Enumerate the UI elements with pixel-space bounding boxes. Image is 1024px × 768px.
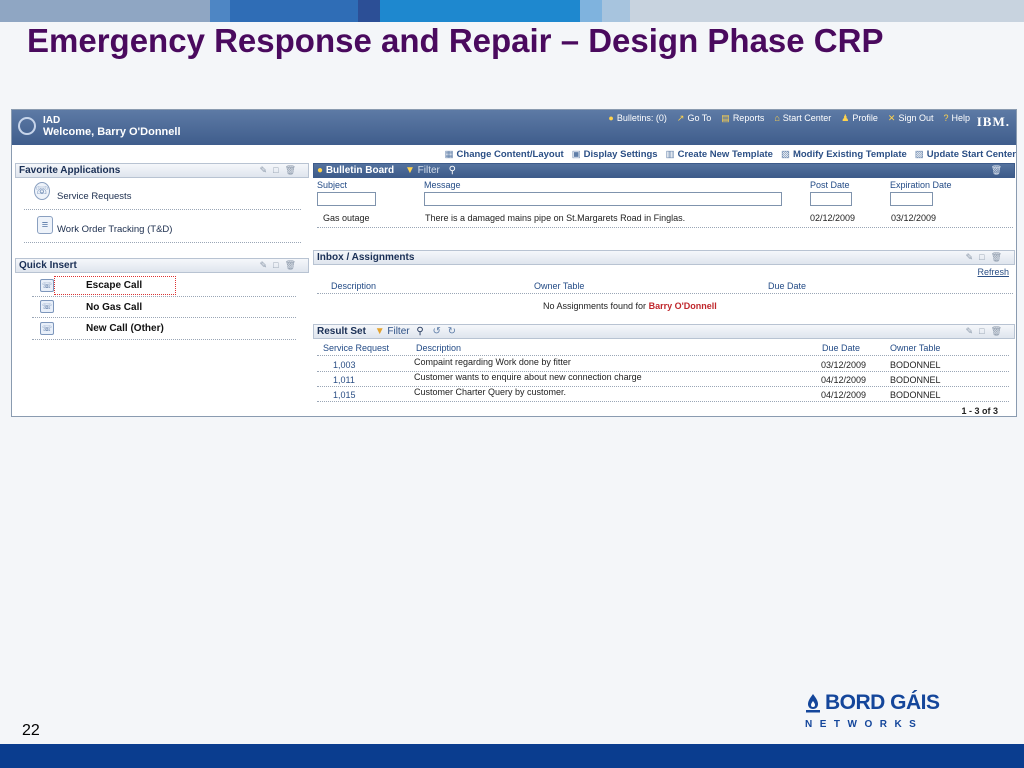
flame-icon [805, 693, 821, 713]
favorites-title: Favorite Applications [19, 165, 121, 176]
divider [32, 296, 296, 297]
result-filter-link[interactable]: Filter [387, 326, 410, 337]
call-icon: ☏ [41, 324, 52, 333]
bulletin-expiration-date: 03/12/2009 [891, 213, 937, 223]
page-number: 22 [22, 722, 40, 739]
divider [317, 401, 1009, 402]
layout-icon: ▦ [444, 148, 454, 160]
bulletin-icon: ● [317, 165, 324, 176]
work-order-icon: ≡ [37, 216, 53, 234]
logo-line2: NETWORKS [805, 719, 924, 730]
quick-insert-no-gas-call[interactable]: No Gas Call [86, 302, 143, 313]
help-icon: ? [943, 113, 949, 123]
app-logo-icon [18, 117, 36, 135]
fav-service-requests[interactable]: Service Requests [57, 191, 132, 202]
divider [24, 209, 301, 210]
slide-top-bar [0, 0, 1024, 22]
col-rs-owner-table[interactable]: Owner Table [890, 343, 941, 353]
signout-icon: ✕ [887, 113, 896, 123]
filter-expiration-input[interactable] [890, 192, 933, 206]
bord-gais-logo [803, 691, 953, 735]
portlet-tools-icon[interactable]: ✎□🗑 [965, 326, 1008, 336]
result-owner: BODONNEL [890, 375, 941, 385]
divider [32, 339, 296, 340]
display-icon: ▣ [571, 148, 581, 160]
portlet-tools-icon[interactable]: ✎□🗑 [259, 260, 302, 270]
empty-text: No Assignments found for [543, 301, 647, 311]
col-service-request[interactable]: Service Request [323, 343, 390, 353]
pagination-status: 1 - 3 of 3 [961, 406, 998, 416]
service-requests-icon: ☏ [34, 182, 50, 200]
divider [317, 293, 1013, 294]
header-link-reports[interactable]: ▤ Reports [721, 113, 765, 123]
result-sr-link[interactable]: 1,011 [333, 375, 355, 385]
logo-line1: BORD GÁIS [825, 691, 940, 714]
binoculars-icon[interactable]: ⚲ [416, 326, 424, 337]
bulletin-subject[interactable]: Gas outage [323, 213, 370, 223]
col-inbox-owner-table[interactable]: Owner Table [534, 281, 585, 291]
change-layout-button[interactable]: ▦ Change Content/Layout [444, 148, 564, 160]
quick-insert-header [15, 258, 309, 273]
header-link-bulletins[interactable]: ● Bulletins: (0) [608, 113, 667, 123]
refresh-icon[interactable]: ↻ [447, 326, 457, 337]
bulletin-icon: ● [608, 113, 614, 123]
divider [24, 242, 301, 243]
slide-bottom-bar [0, 744, 1024, 768]
result-set-title: Result Set [317, 326, 366, 337]
empty-user-name: Barry O'Donnell [648, 301, 717, 311]
header-links [608, 113, 970, 124]
filter-icon[interactable]: ▼ [374, 326, 385, 337]
no-assignments-message [543, 301, 717, 311]
app-name: IAD [43, 115, 61, 126]
header-link-start-center[interactable]: ⌂ Start Center [774, 113, 832, 123]
welcome-text: Welcome, Barry O'Donnell [43, 126, 181, 138]
trash-icon[interactable]: 🗑 [990, 165, 1008, 175]
header-link-goto[interactable]: ↗ Go To [676, 113, 712, 123]
update-start-center-button[interactable]: ▨ Update Start Center [914, 148, 1016, 160]
divider [32, 317, 296, 318]
modify-icon: ▧ [780, 148, 790, 160]
slide-title: Emergency Response and Repair – Design Phase CRP [27, 22, 884, 59]
home-icon: ⌂ [774, 113, 780, 123]
portlet-tools-icon[interactable]: ✎□🗑 [965, 252, 1008, 262]
inbox-header [313, 250, 1015, 265]
filter-message-input[interactable] [424, 192, 782, 206]
col-rs-description[interactable]: Description [416, 343, 462, 353]
ibm-logo: IBM. [976, 114, 1010, 129]
goto-icon: ↗ [676, 113, 685, 123]
result-description: Customer Charter Query by customer. [414, 387, 567, 397]
result-owner: BODONNEL [890, 360, 941, 370]
result-sr-link[interactable]: 1,003 [333, 360, 356, 370]
col-subject[interactable]: Subject [317, 180, 348, 190]
start-center-toolbar [12, 146, 1017, 162]
filter-icon[interactable]: ▼ [404, 165, 415, 176]
update-icon: ▨ [914, 148, 924, 160]
call-icon: ☏ [41, 281, 52, 290]
profile-icon: ♟ [841, 113, 850, 123]
quick-insert-new-call-other[interactable]: New Call (Other) [86, 323, 164, 334]
result-due-date: 04/12/2009 [821, 375, 867, 385]
portlet-tools-icon[interactable]: ✎□🗑 [259, 165, 302, 175]
result-description: Customer wants to enquire about new connection charge [414, 372, 642, 382]
filter-post-date-input[interactable] [810, 192, 852, 206]
col-expiration-date[interactable]: Expiration Date [890, 180, 952, 190]
quick-insert-escape-call[interactable]: Escape Call [86, 280, 143, 291]
result-owner: BODONNEL [890, 390, 941, 400]
divider [317, 355, 1009, 356]
result-description: Compaint regarding Work done by fitter [414, 357, 571, 367]
result-due-date: 04/12/2009 [821, 390, 867, 400]
app-window [11, 109, 1017, 417]
bulletin-board-header [313, 163, 1015, 178]
modify-template-button[interactable]: ▧ Modify Existing Template [780, 148, 907, 160]
template-icon: ▥ [665, 148, 675, 160]
result-set-header [313, 324, 1015, 339]
header-link-help[interactable]: ? Help [943, 113, 970, 123]
col-message[interactable]: Message [424, 180, 461, 190]
col-inbox-description[interactable]: Description [331, 281, 377, 291]
bulletin-post-date: 02/12/2009 [810, 213, 856, 223]
quick-insert-title: Quick Insert [19, 260, 77, 271]
refresh-link[interactable]: Refresh [977, 267, 1009, 277]
header-link-profile[interactable]: ♟ Profile [841, 113, 878, 123]
inbox-title: Inbox / Assignments [317, 252, 415, 263]
filter-link[interactable]: Filter [417, 165, 440, 176]
bulletin-message[interactable]: There is a damaged mains pipe on St.Margarets Road in Finglas. [425, 213, 686, 223]
clear-icon[interactable]: ↺ [432, 326, 441, 337]
header-link-sign-out[interactable]: ✕ Sign Out [887, 113, 934, 123]
reports-icon: ▤ [721, 113, 730, 123]
fav-work-order-tracking[interactable]: Work Order Tracking (T&D) [57, 224, 173, 235]
col-inbox-due-date[interactable]: Due Date [768, 281, 807, 291]
call-icon: ☏ [41, 302, 52, 311]
binoculars-icon[interactable]: ⚲ [448, 165, 456, 176]
app-header [12, 110, 1017, 145]
create-template-button[interactable]: ▥ Create New Template [665, 148, 773, 160]
favorites-header [15, 163, 309, 178]
display-settings-button[interactable]: ▣ Display Settings [571, 148, 658, 160]
filter-subject-input[interactable] [317, 192, 376, 206]
bulletin-title: Bulletin Board [325, 165, 395, 176]
col-rs-due-date[interactable]: Due Date [822, 343, 861, 353]
result-sr-link[interactable]: 1,015 [333, 390, 356, 400]
result-due-date: 03/12/2009 [821, 360, 867, 370]
col-post-date[interactable]: Post Date [810, 180, 850, 190]
divider [317, 227, 1013, 228]
